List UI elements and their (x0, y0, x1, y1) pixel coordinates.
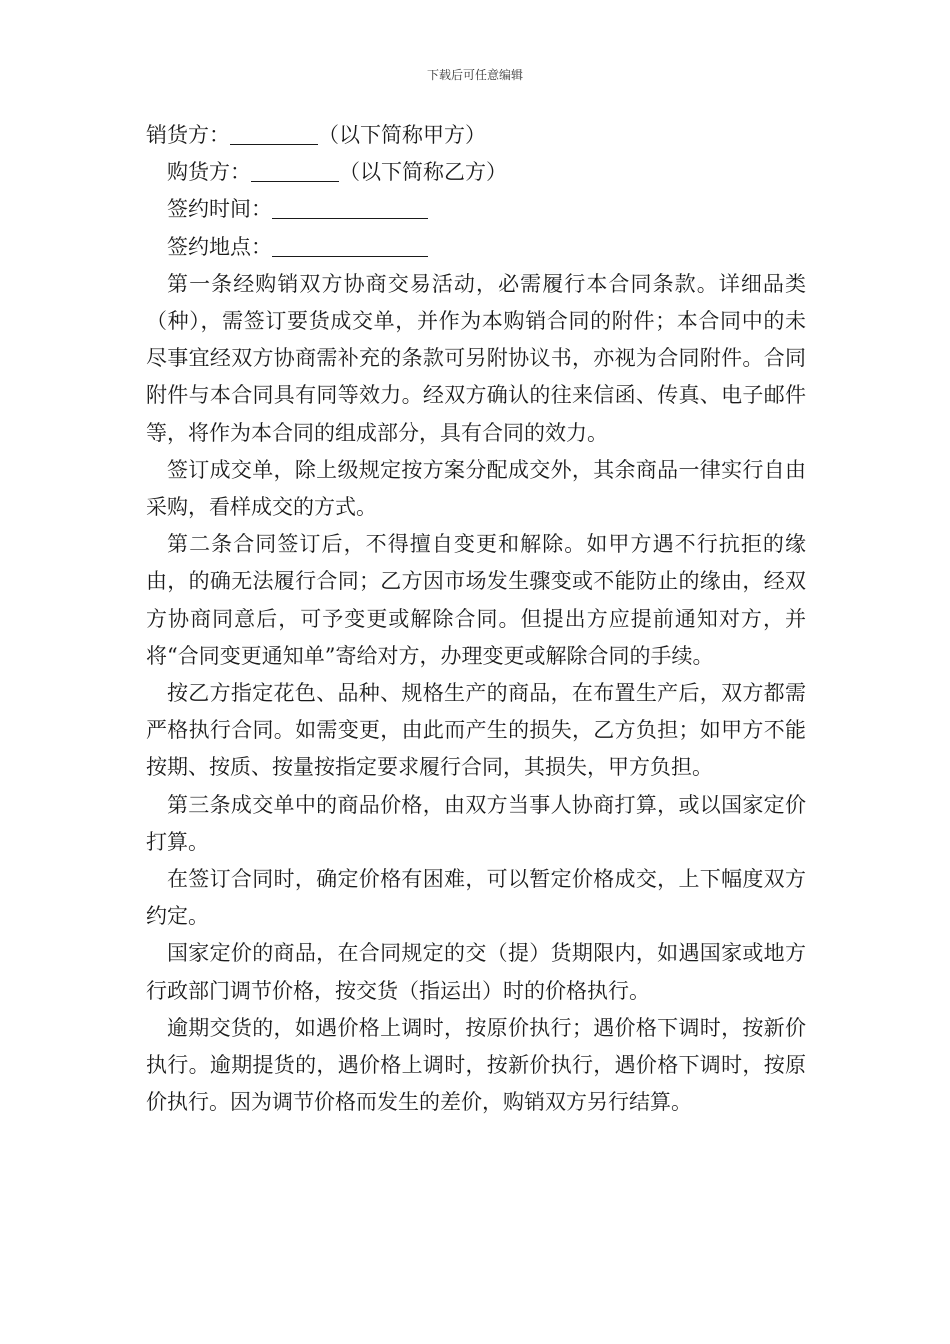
seller-label: 销货方： (146, 123, 230, 147)
paragraph: 第一条经购销双方协商交易活动，必需履行本合同条款。详细品类（种），需签订要货成交单，并作为本购销合同的附件；本合同中的未尽事宜经双方协商需补充的条款可另附协议书，亦视为合同附件。合同附件与本合同具有同等效力。经双方确认的往来信函、传真、电子邮件等，将作为本合同的组成部分，具有合同的效力。 (146, 271, 806, 445)
paragraph: 按乙方指定花色、品种、规格生产的商品，在布置生产后，双方都需严格执行合同。如需变更，由此而产生的损失，乙方负担；如甲方不能按期、按质、按量按指定要求履行合同，其损失，甲方负担。 (146, 681, 806, 780)
buyer-blank[interactable] (251, 159, 339, 182)
buyer-label: 购货方： (167, 160, 251, 185)
paragraph: 国家定价的商品，在合同规定的交（提）货期限内，如遇国家或地方行政部门调节价格，按交货（指运出）时的价格执行。 (146, 941, 806, 1003)
sign-time-label: 签约时间： (167, 197, 272, 222)
sign-place-label: 签约地点： (167, 234, 272, 259)
paragraph: 第二条合同签订后，不得擅自变更和解除。如甲方遇不行抗拒的缘由，的确无法履行合同；乙方因市场发生骤变或不能防止的缘由，经双方协商同意后，可予变更或解除合同。但提出方应提前通知对方，并将“合同变更通知单”寄给对方，办理变更或解除合同的手续。 (146, 532, 806, 668)
paragraph: 在签订合同时，确定价格有困难，可以暂定价格成交，上下幅度双方约定。 (146, 867, 806, 929)
sign-time-line (146, 191, 806, 228)
buyer-line (146, 154, 806, 191)
paragraph: 逾期交货的，如遇价格上调时，按原价执行；遇价格下调时，按新价执行。逾期提货的，遇价格上调时，按新价执行，遇价格下调时，按原价执行。因为调节价格而发生的差价，购销双方另行结算。 (146, 1015, 806, 1115)
sign-time-blank[interactable] (272, 196, 428, 219)
sign-place-blank[interactable] (272, 234, 428, 257)
seller-note: （以下简称甲方） (318, 123, 486, 147)
contract-body (146, 117, 806, 1121)
buyer-note: （以下简称乙方） (339, 160, 507, 185)
paragraph: 第三条成交单中的商品价格，由双方当事人协商打算，或以国家定价打算。 (146, 792, 806, 854)
seller-line (146, 117, 806, 154)
paragraph: 签订成交单，除上级规定按方案分配成交外，其余商品一律实行自由采购，看样成交的方式。 (146, 457, 806, 520)
sign-place-line (146, 229, 806, 266)
seller-blank[interactable] (230, 122, 318, 145)
page-header: 下载后可任意编辑 (426, 68, 523, 82)
